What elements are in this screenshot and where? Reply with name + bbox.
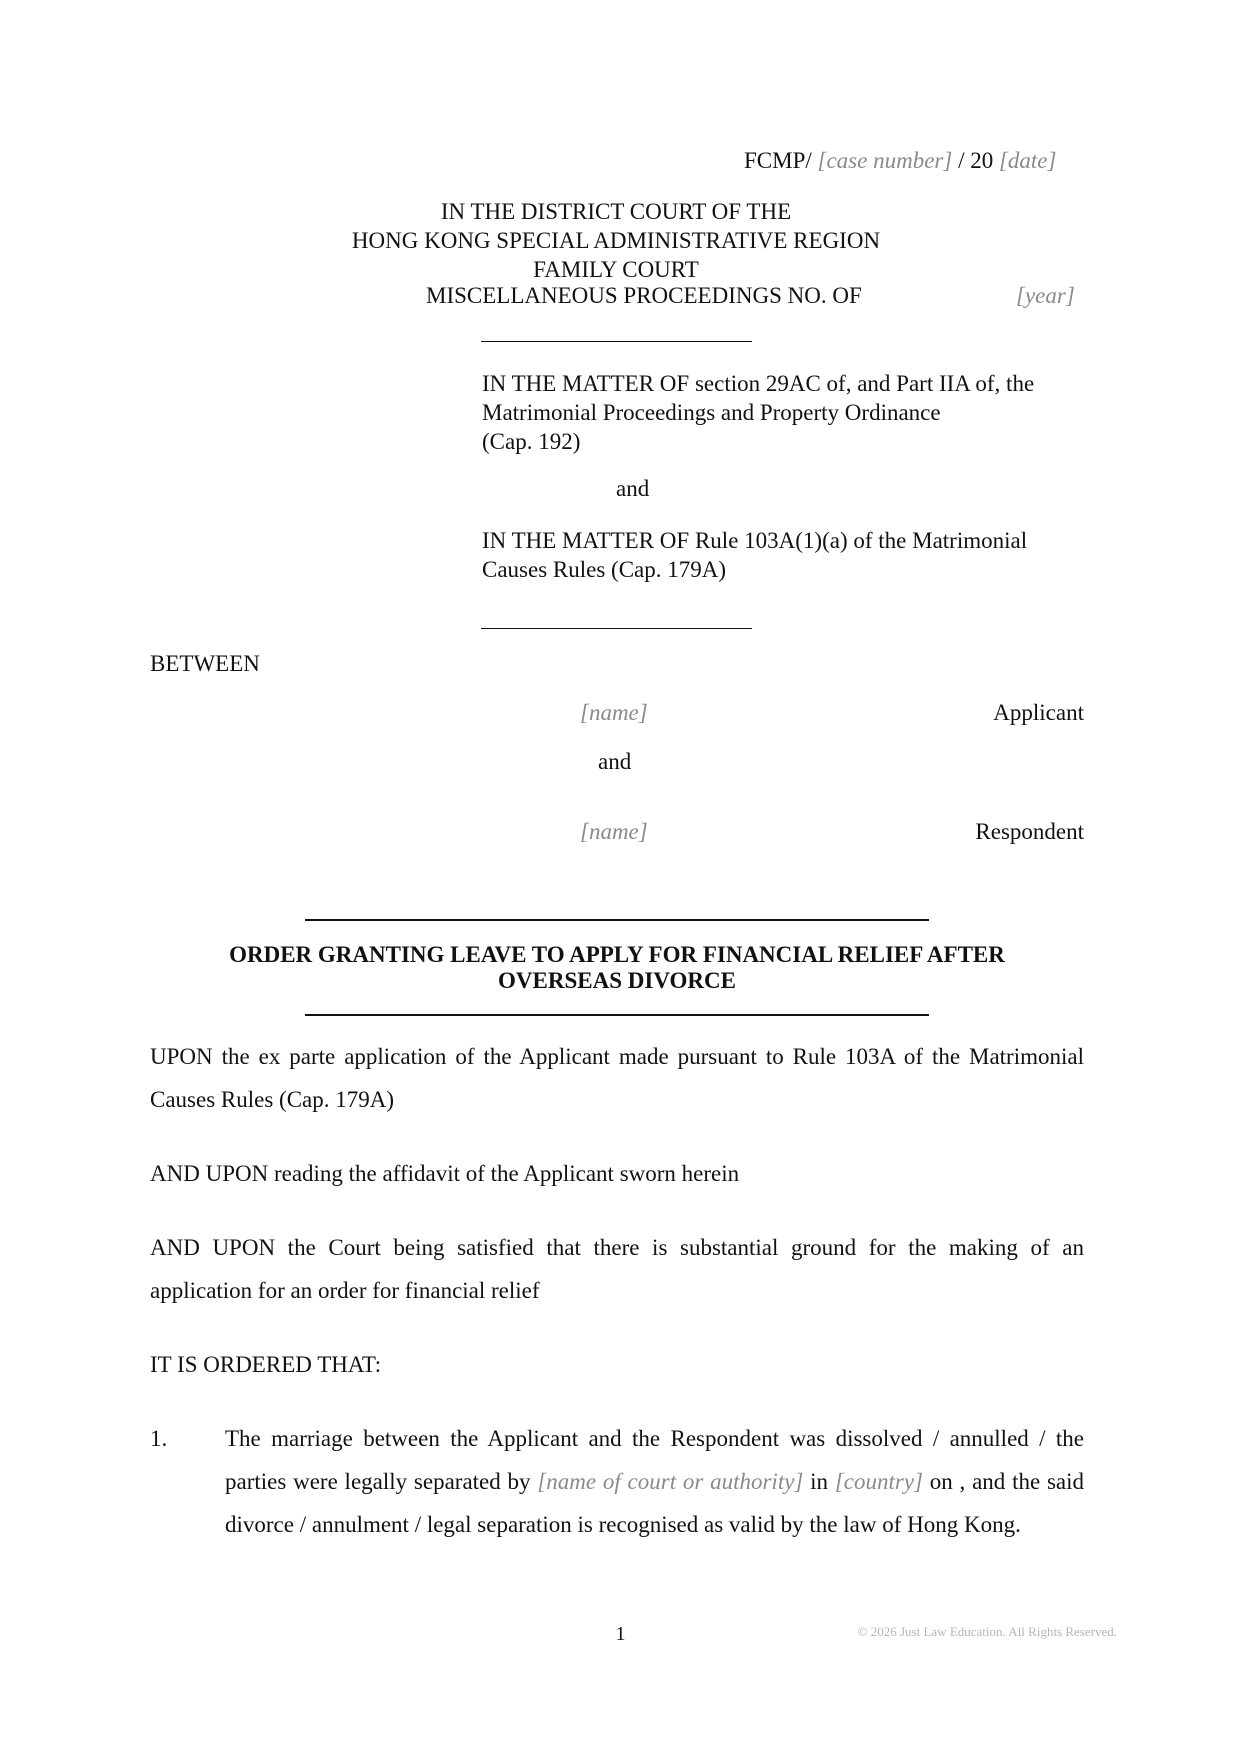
- copyright-notice: © 2026 Just Law Education. All Rights Reserved.: [857, 1624, 1117, 1639]
- country-placeholder: [country]: [834, 1469, 923, 1494]
- order-title: [150, 942, 1084, 994]
- matter-2-line2: Causes Rules (Cap. 179A): [482, 557, 727, 582]
- court-heading-line2: HONG KONG SPECIAL ADMINISTRATIVE REGION: [351, 228, 881, 253]
- matter-1-line2: Matrimonial Proceedings and Property Ordinance: [482, 400, 941, 425]
- matter-1: [482, 369, 1034, 456]
- respondent-role: Respondent: [975, 819, 1084, 844]
- date-placeholder: [date]: [998, 148, 1057, 173]
- court-authority-placeholder: [name of court or authority]: [537, 1469, 804, 1494]
- court-heading: [220, 197, 1012, 284]
- order-item-text-b: in: [803, 1469, 835, 1494]
- title-rule-bottom: [305, 1014, 929, 1016]
- matter-1-line3: (Cap. 192): [482, 429, 581, 454]
- order-item-text-c: on , and the said divorce / annulment / legal separation is recognised as valid by the law of Hong Kong.: [225, 1469, 1084, 1537]
- divider-middle: [481, 628, 752, 629]
- between-label: BETWEEN: [150, 651, 260, 676]
- order-title-line1: ORDER GRANTING LEAVE TO APPLY FOR FINANCIAL RELIEF AFTER: [229, 942, 1005, 967]
- order-item-text-a: The marriage between the Applicant and the Respondent was dissolved / annulled / the parties were legally separated by: [225, 1426, 1084, 1494]
- matter-1-line1: IN THE MATTER OF section 29AC of, and Part IIA of, the: [482, 371, 1035, 396]
- case-number-placeholder: [case number]: [817, 148, 953, 173]
- court-heading-line3: FAMILY COURT: [533, 257, 699, 282]
- respondent-name-placeholder: [name]: [580, 819, 648, 844]
- parties-and: and: [598, 749, 632, 774]
- order-item-text: [225, 1417, 1084, 1546]
- case-reference: [744, 148, 1056, 174]
- recital-application: UPON the ex parte application of the Applicant made pursuant to Rule 103A of the Matrimonial Causes Rules (Cap. 179A): [150, 1044, 1084, 1112]
- court-heading-line1: IN THE DISTRICT COURT OF THE: [440, 199, 792, 224]
- applicant-name-placeholder: [name]: [580, 700, 648, 725]
- matter-2: [482, 526, 1027, 584]
- recital-satisfied: AND UPON the Court being satisfied that there is substantial ground for the making of an application for an order for financial relief: [150, 1235, 1084, 1303]
- applicant-role: Applicant: [993, 700, 1084, 725]
- ordered-heading: IT IS ORDERED THAT:: [150, 1352, 382, 1377]
- case-prefix: FCMP/: [744, 148, 812, 173]
- proceedings-number: MISCELLANEOUS PROCEEDINGS NO. OF: [426, 283, 862, 308]
- matters-and: and: [616, 476, 650, 501]
- recital-affidavit: AND UPON reading the affidavit of the Applicant sworn herein: [150, 1161, 740, 1186]
- order-title-line2: OVERSEAS DIVORCE: [498, 968, 736, 993]
- page-number: 1: [615, 1623, 626, 1645]
- year-placeholder: [year]: [1016, 283, 1075, 308]
- matter-2-line1: IN THE MATTER OF Rule 103A(1)(a) of the Matrimonial: [482, 528, 1028, 553]
- order-item-number: 1.: [150, 1426, 168, 1451]
- divider-top: [481, 341, 752, 342]
- title-rule-top: [305, 919, 929, 921]
- case-sep: / 20: [952, 148, 999, 173]
